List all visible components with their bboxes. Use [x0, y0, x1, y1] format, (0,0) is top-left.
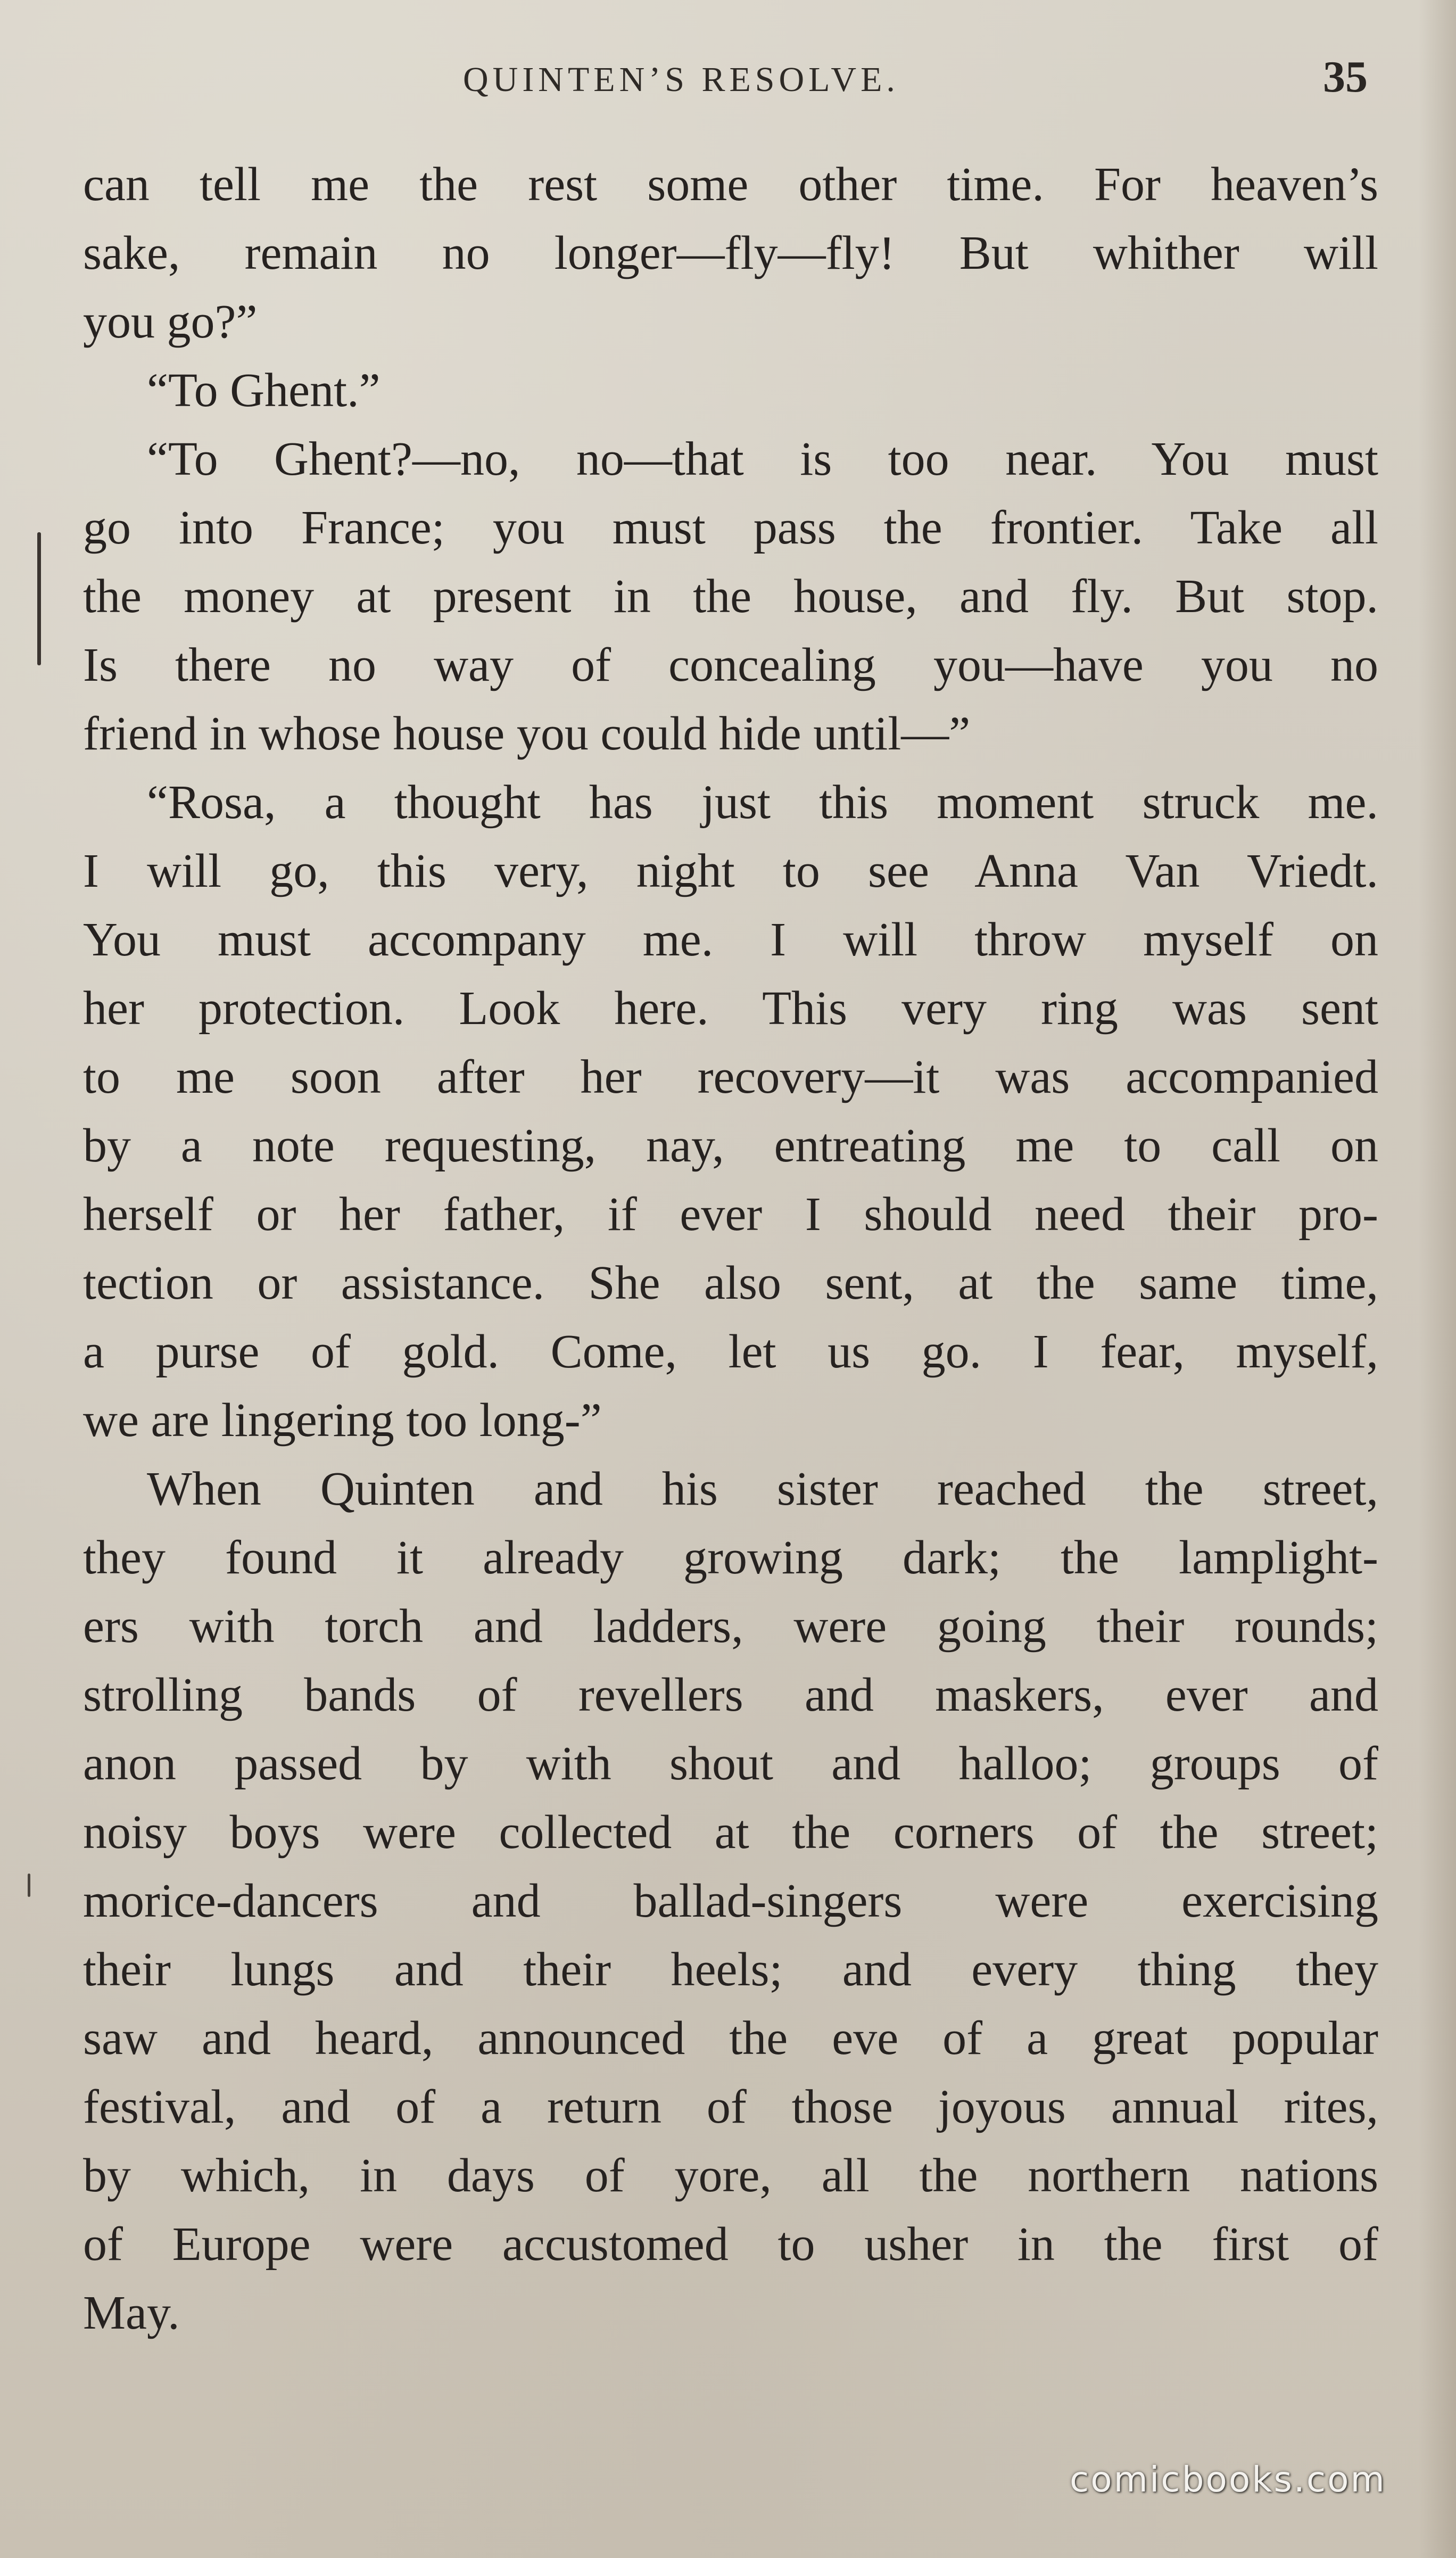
- text-line: tection or assistance. She also sent, at the same time,: [83, 1257, 1378, 1309]
- text-line: ers with torch and ladders, were going their rounds;: [83, 1600, 1378, 1653]
- text-line: saw and heard, announced the eve of a great popular: [83, 2012, 1378, 2065]
- margin-pencil-mark-small: [28, 1874, 30, 1897]
- page-body-text: [83, 150, 1378, 2347]
- text-line: a purse of gold. Come, let us go. I fear, myself,: [83, 1325, 1378, 1378]
- text-line: by which, in days of yore, all the northern nations: [83, 2149, 1378, 2202]
- text-line: go into France; you must pass the frontier. Take all: [83, 501, 1378, 554]
- text-line: their lungs and their heels; and every thing they: [83, 1943, 1378, 1996]
- text-line: Is there no way of concealing you—have you no: [83, 639, 1378, 691]
- text-line: When Quinten and his sister reached the street,: [147, 1463, 1378, 1515]
- text-line: by a note requesting, nay, entreating me to call on: [83, 1119, 1378, 1172]
- page-edge-shadow: [1419, 0, 1456, 2558]
- text-line: the money at present in the house, and fly. But stop.: [83, 570, 1378, 623]
- text-line: sake, remain no longer—fly—fly! But whither will: [83, 227, 1378, 279]
- text-line: “Rosa, a thought has just this moment struck me.: [147, 776, 1378, 829]
- running-title: QUINTEN’S RESOLVE.: [463, 60, 899, 99]
- text-line: herself or her father, if ever I should need their pro-: [83, 1188, 1378, 1241]
- page-number: 35: [1323, 52, 1368, 102]
- text-line: we are lingering too long-”: [83, 1394, 602, 1447]
- text-line: to me soon after her recovery—it was accompanied: [83, 1051, 1378, 1103]
- text-line: I will go, this very, night to see Anna Van Vriedt.: [83, 845, 1378, 897]
- text-line: anon passed by with shout and halloo; groups of: [83, 1737, 1378, 1790]
- text-line: “To Ghent.”: [147, 364, 380, 417]
- text-line: You must accompany me. I will throw myself on: [83, 913, 1378, 966]
- text-line: can tell me the rest some other time. For heaven’s: [83, 158, 1378, 211]
- text-line: they found it already growing dark; the lamplight-: [83, 1531, 1378, 1584]
- text-line: festival, and of a return of those joyous annual rites,: [83, 2081, 1378, 2133]
- text-line: of Europe were accustomed to usher in the first of: [83, 2218, 1378, 2271]
- text-line: noisy boys were collected at the corners of the street;: [83, 1806, 1378, 1859]
- text-line: May.: [83, 2287, 180, 2339]
- text-line: strolling bands of revellers and maskers, ever and: [83, 1669, 1378, 1721]
- watermark-text: comicbooks.com: [1070, 2459, 1386, 2500]
- text-line: her protection. Look here. This very ring was sent: [83, 982, 1378, 1035]
- margin-pencil-mark: [37, 532, 41, 665]
- text-line: morice-dancers and ballad-singers were exercising: [83, 1875, 1378, 1927]
- text-line: you go?”: [83, 295, 258, 348]
- text-line: “To Ghent?—no, no—that is too near. You must: [147, 433, 1378, 485]
- text-line: friend in whose house you could hide until—”: [83, 707, 971, 760]
